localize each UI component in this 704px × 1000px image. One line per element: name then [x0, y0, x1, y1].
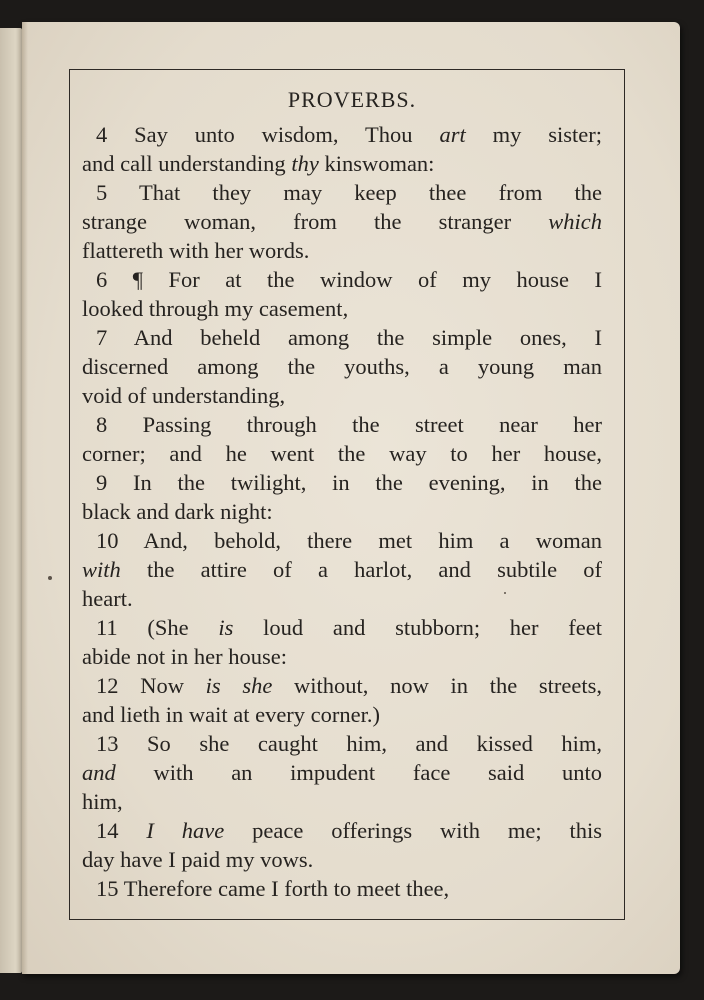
- text-line: [82, 178, 602, 207]
- text-segment: 14: [96, 818, 147, 843]
- text-segment: the attire of a harlot, and subtile of: [120, 557, 602, 582]
- text-line: [82, 410, 602, 439]
- text-line: [82, 265, 602, 294]
- text-line: [82, 816, 602, 845]
- text-segment: my sister;: [465, 122, 602, 147]
- text-segment: and lieth in wait at every corner.): [82, 702, 381, 727]
- text-segment: black and dark night:: [82, 499, 273, 524]
- italic-word: with: [82, 557, 121, 582]
- italic-word: and: [82, 760, 116, 785]
- text-line: [82, 439, 602, 468]
- italic-word: I have: [146, 818, 225, 843]
- text-segment: 13 So she caught him, and kissed him,: [96, 731, 602, 756]
- text-line: [82, 323, 602, 352]
- text-line: [82, 236, 602, 265]
- text-line: [82, 207, 602, 236]
- text-line: [82, 642, 602, 671]
- text-segment: 7 And beheld among the simple ones, I: [96, 325, 602, 350]
- text-line: [82, 120, 602, 149]
- text-segment: 5 That they may keep thee from the: [96, 180, 602, 205]
- text-segment: 8 Passing through the street near her: [96, 412, 602, 437]
- text-segment: 6 ¶ For at the window of my house I: [96, 267, 602, 292]
- text-segment: day have I paid my vows.: [82, 847, 314, 872]
- text-segment: loud and stubborn; her feet: [233, 615, 602, 640]
- page-gutter-shadow: [22, 22, 28, 974]
- text-segment: 15 Therefore came I forth to meet thee,: [96, 876, 450, 901]
- text-line: [82, 758, 602, 787]
- text-segment: corner; and he went the way to her house,: [82, 441, 602, 466]
- text-segment: and call understanding: [82, 151, 292, 176]
- text-segment: 9 In the twilight, in the evening, in the: [96, 470, 602, 495]
- text-segment: flattereth with her words.: [82, 238, 310, 263]
- text-line: [82, 381, 602, 410]
- text-segment: looked through my casement,: [82, 296, 349, 321]
- italic-word: is: [218, 615, 234, 640]
- text-segment: 4 Say unto wisdom, Thou: [96, 122, 440, 147]
- text-segment: 10 And, behold, there met him a woman: [96, 528, 602, 553]
- text-segment: him,: [82, 789, 123, 814]
- page-title: PROVERBS.: [287, 87, 417, 112]
- text-line: [82, 468, 602, 497]
- text-segment: 12 Now: [96, 673, 206, 698]
- text-line: [82, 729, 602, 758]
- text-segment: 11 (She: [96, 615, 219, 640]
- text-line: [82, 874, 602, 903]
- text-line: [82, 700, 602, 729]
- text-segment: kinswoman:: [318, 151, 435, 176]
- italic-word: art: [439, 122, 466, 147]
- text-segment: heart.: [82, 586, 133, 611]
- text-segment: abide not in her house:: [82, 644, 287, 669]
- text-segment: strange woman, from the stranger: [82, 209, 549, 234]
- italic-word: which: [548, 209, 602, 234]
- italic-word: is she: [205, 673, 273, 698]
- text-line: [82, 613, 602, 642]
- text-line: [82, 149, 602, 178]
- text-segment: discerned among the youths, a young man: [82, 354, 602, 379]
- italic-word: thy: [291, 151, 319, 176]
- page-text: [82, 80, 602, 903]
- text-line: [82, 671, 602, 700]
- facing-page-edge: [0, 28, 22, 973]
- text-line: [82, 526, 602, 555]
- text-line: [82, 584, 602, 613]
- text-segment: with an impudent face said unto: [115, 760, 602, 785]
- text-line: [82, 294, 602, 323]
- text-segment: without, now in the streets,: [272, 673, 603, 698]
- text-line: [82, 787, 602, 816]
- text-line: [82, 845, 602, 874]
- text-segment: void of understanding,: [82, 383, 286, 408]
- text-line: [82, 497, 602, 526]
- text-line: [82, 555, 602, 584]
- text-line: [82, 352, 602, 381]
- paper-speck: [48, 576, 52, 580]
- text-segment: peace offerings with me; this: [224, 818, 603, 843]
- verse-lines: [82, 120, 602, 903]
